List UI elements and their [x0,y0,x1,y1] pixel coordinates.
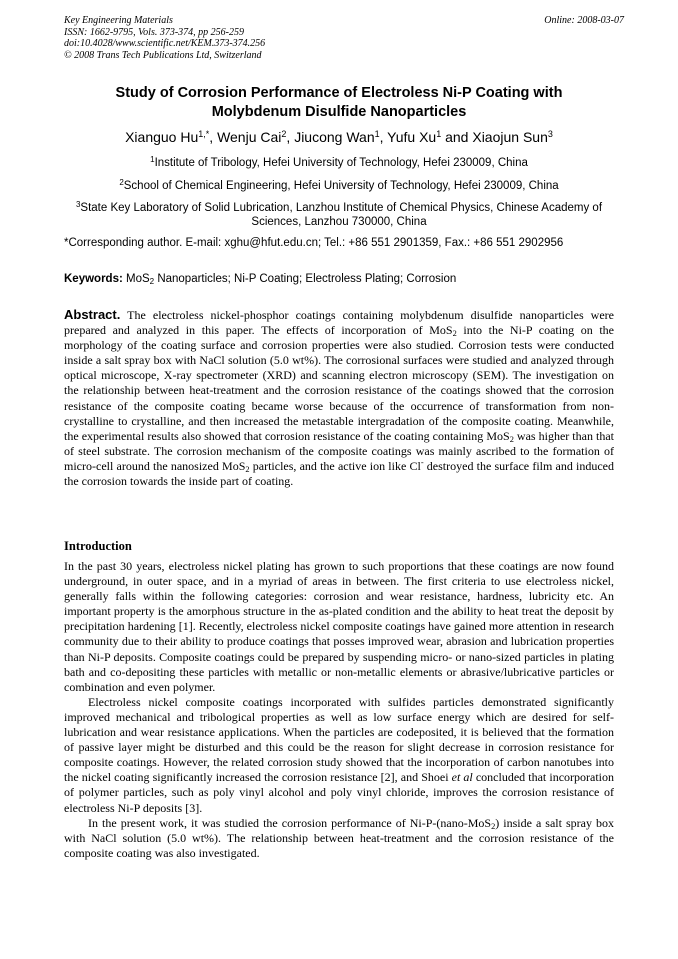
affiliation-text: State Key Laboratory of Solid Lubrication, Lanzhou Institute of Chemical Physics, Chinese Academy of Sciences, Lanzhou 730000, China [80,202,603,228]
abstract-text: The electroless nickel-phosphor coatings containing molybdenum disulfide nanoparticles were prepared and analyzed in this paper. The effects of incorporation of MoS [64,308,614,338]
author-name: Wenju Cai [217,129,282,145]
affiliation-3 [70,201,608,229]
author-separator: and [441,129,473,145]
author-affiliation-marker: 2 [281,129,287,139]
keywords-rest: Nanoparticles; Ni-P Coating; Electroless Plating; Corrosion [154,273,457,285]
keywords-label: Keywords: [64,273,123,285]
affiliation-marker: 2 [119,178,124,187]
title-line-2: Molybdenum Disulfide Nanoparticles [211,104,467,120]
intro-text: In the present work, it was studied the corrosion performance of Ni-P-(nano-MoS [88,815,492,830]
subscript: 2 [452,329,457,339]
intro-text: Electroless nickel composite coatings incorporated with sulfides particles demonstrated significantly improved mechanical and tribological properties as well as low surface energy which are desired for self-lubrication and wear resistance applications. When the particles are codeposited, it is believed that the formation of passive layer might be disturbed and this could be the reason for slight decrease in corrosion resistance for composite coatings. However, the related corrosion study showed that the incorporation of carbon nanotubes into the nickel coating significantly increased the corrosion resistance [2], and Shoei [64,694,614,785]
author-list [64,128,614,146]
author-affiliation-marker: 3 [547,129,553,139]
author-separator: , [286,129,295,145]
abstract-text: into the Ni-P coating on the morphology of the coating surface and corrosion properties were also studied. Corrosion tests were conducted inside a salt spray box with NaCl solution (5.0 wt%). The corrosional surfaces were studied and analyzed through optical microscope, X-ray spectrometer (XRD) and scanning electron microscopy (SEM). The investigation on the relationship between heat-treatment and the corrosion resistance of the coatings showed that the corrosion resistance of the composite coating became worse because of the occurrence of transformation from non-crystalline to crystalline, and then increased the metastable intergradation of the composite coating. Meanwhile, the experimental results also showed that corrosion resistance of the coating containing MoS [64,323,614,443]
abstract-label: Abstract. [64,307,121,322]
author-separator: , [209,129,218,145]
author-affiliation-marker: 1 [436,129,442,139]
intro-text: ) inside a salt spray box with NaCl solution (5.0 wt%). The relationship between heat-treatment and the corrosion resistance of the composite coating was also investigated. [64,815,614,860]
abstract-text: was higher than that of steel substrate. The corrosion mechanism of the composite coatings was mainly ascribed to the formation of micro-cell around the nanosized MoS [64,428,614,473]
affiliation-text: School of Chemical Engineering, Hefei University of Technology, Hefei 230009, China [123,180,559,192]
journal-copyright: © 2008 Trans Tech Publications Ltd, Switzerland [64,49,262,61]
keyword-mos: MoS [122,273,150,285]
corresponding-author: *Corresponding author. E-mail: xghu@hfut.edu.cn; Tel.: +86 551 2901359, Fax.: +86 551 2902956 [64,237,564,249]
journal-name: Key Engineering Materials [64,15,173,26]
intro-paragraph-1: In the past 30 years, electroless nickel plating has grown to such proportions that these coatings are now found underground, in outer space, and in a myriad of areas in between. The first criteria to use electroless nickel, generally falls within the following categories: corrosion and wear resistance, hardness, lubricity etc. An important property is the amorphous structure in the as-plated condition and the ability to heat treat the deposit by precipitation hardening [1]. Recently, electroless nickel composite coatings have gained more attention in research community due to their ability to produce coatings that posses improved wear, abrasion and lubrication properties than Ni-P deposits. Composite coatings could be prepared by suspending micro- or nano-sized particles in plating bath and co-depositing these particles with metallic or non-metallic elements or abrasive/lubricative particles or combination and even polymer. [64,559,614,694]
author-affiliation-marker: 1,* [198,129,210,139]
intro-italic-text: et al [451,770,473,785]
online-date: Online: 2008-03-07 [544,15,624,26]
abstract [64,307,614,489]
author-name: Xiaojun Sun [472,129,548,145]
author-name: Xianguo Hu [125,129,199,145]
affiliation-text: Institute of Tribology, Hefei University of Technology, Hefei 230009, China [154,157,528,169]
abstract-text: destroyed the surface film and induced the corrosion towards the inside part of coating. [64,458,615,489]
introduction-body [64,559,614,861]
keywords [64,272,624,286]
journal-header [64,15,624,61]
affiliation-2 [74,179,604,193]
intro-paragraph-3 [64,816,614,861]
affiliation-marker: 3 [75,200,81,209]
subscript: 2 [509,434,514,444]
title-line-1: Study of Corrosion Performance of Electroless Ni-P Coating with [115,85,563,101]
affiliation-1 [74,156,604,170]
author-separator: , [379,129,388,145]
subscript: 2 [245,464,250,474]
abstract-text: particles, and the active ion like Cl [249,458,421,473]
author-affiliation-marker: 1 [374,129,380,139]
affiliation-marker: 1 [150,155,155,164]
journal-doi: doi:10.4028/www.scientific.net/KEM.373-374.256 [64,38,266,49]
journal-issn: ISSN: 1662-9795, Vols. 373-374, pp 256-259 [64,26,244,38]
intro-paragraph-2 [64,695,614,816]
paper-title [64,84,614,122]
subscript: 2 [491,821,496,831]
section-heading-introduction: Introduction [64,539,132,553]
author-name: Yufu Xu [387,129,437,145]
intro-text: concluded that incorporation of polymer particles, such as poly vinyl alcohol and poly vinyl chloride, improves the corrosion resistance of electroless Ni-P deposits [3]. [64,770,615,815]
subscript: 2 [149,277,155,286]
superscript: - [420,457,424,467]
author-name: Jiucong Wan [294,129,375,145]
